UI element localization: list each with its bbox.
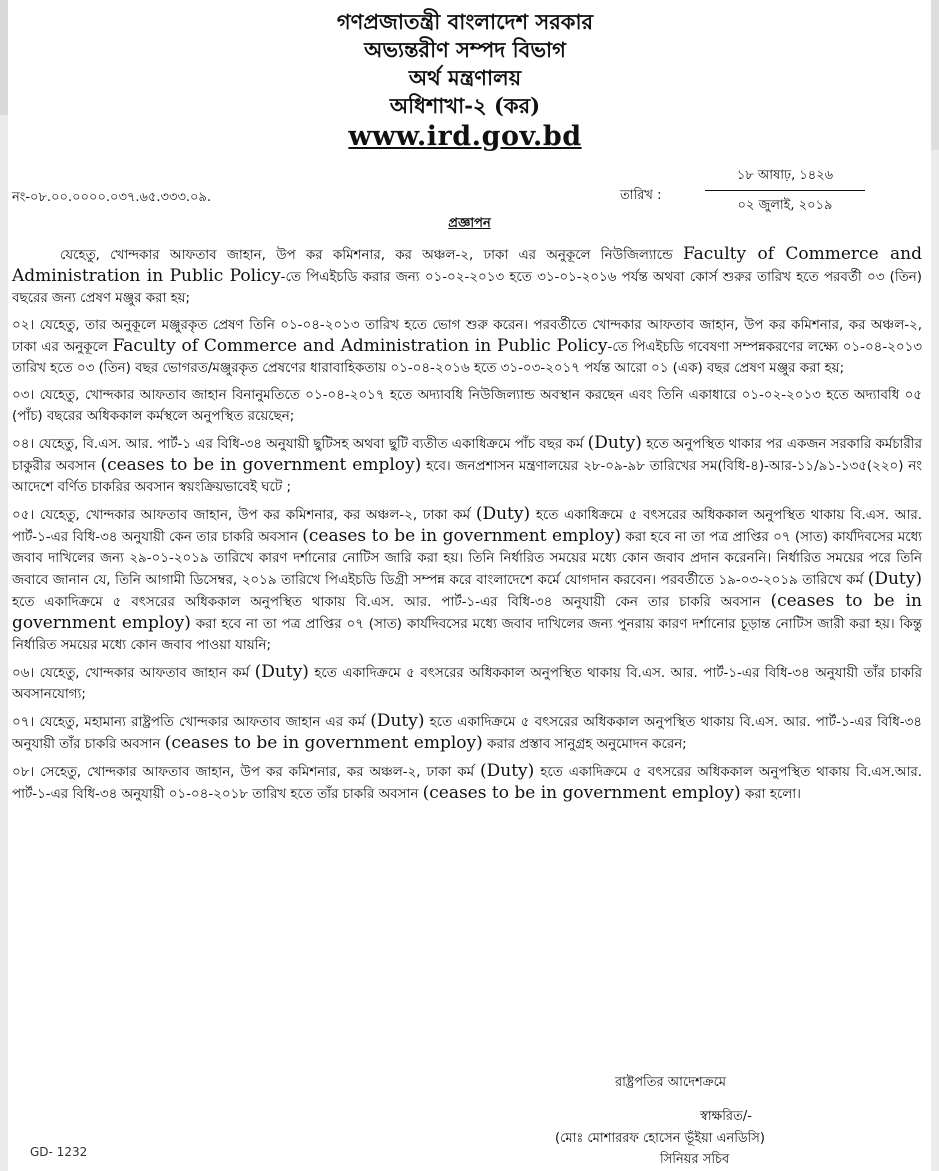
p4-text-c: হবে। জনপ্রশাসন মন্ত্রণালয়ের ২৮-০৯-৯৮ তারিখের সম(বিধি-৪)-আর-১১/৯১-১৩৫(২২০) নং আদেশে বর্ণিত চাকরির অবসান স্বয়ংক্রিয়ভাবেই ঘটে ; [12, 459, 923, 495]
paragraph-4 [12, 433, 922, 498]
paragraph-3: ০৩। যেহেতু, খোন্দকার আফতাব জাহান বিনানুমতিতে ০১-০৪-২০১৭ হতে অদ্যাবধি নিউজিল্যান্ড অবস্থান করছেন এবং তিনি একাধারে ০১-০২-২০১৩ হতে অদ্যাবধি ০৫ (পাঁচ) বছরের অধিককাল কর্মস্থলে অনুপস্থিত রয়েছেন; [12, 388, 922, 424]
p6-english: (Duty) [254, 662, 309, 682]
p6-text-b: হতে একাদিক্রমে ৫ বৎসরের অধিককাল অনুপস্থিত থাকায় বি.এস. আর. পার্ট-১-এর বিধি-৩৪ অনুযায়ী তাঁর চাকরি অবসানযোগ্য; [12, 666, 922, 702]
p1-text-a: যেহেতু, খোন্দকার আফতাব জাহান, উপ কর কমিশনার, কর অঞ্চল-২, ঢাকা এর অনুকূলে নিউজিল্যান্ডে [60, 248, 683, 263]
paragraph-1 [12, 244, 922, 309]
p4-english-1: (Duty) [587, 433, 642, 453]
p8-text-a: ০৮। সেহেতু, খোন্দকার আফতাব জাহান, উপ কর কমিশনার, কর অঞ্চল-২, ঢাকা কর্ম [12, 765, 481, 780]
p8-text-b: হতে একাদিক্রমে ৫ বৎসরের অধিককাল অনুপস্থিত থাকায় বি.এস.আর. পার্ট-১-এর বিধি-৩৪ অনুযায়ী ০১-০৪-২০১৮ তারিখ হতে তাঁর চাকরি অবসান [12, 765, 922, 802]
p5-text-a: ০৫। যেহেতু, খোন্দকার আফতাব জাহান, উপ কর কমিশনার, কর অঞ্চল-২, ঢাকা কর্ম [12, 508, 476, 523]
p5-text-e: করা হবে না তা পত্র প্রাপ্তির ০৭ (সাত) কার্যদিবসের মধ্যে জবাব দাখিলের জন্য পুনরায় কারণ দর্শানোর চূড়ান্ত নোটিস জারী করা হয়। কিন্তু নির্ধারিত সময়ের মধ্যে কোন জবাব পাওয়া যায়নি; [12, 617, 922, 653]
p7-english-1: (Duty) [370, 711, 425, 731]
memo-number: নং-০৮.০০.০০০০.০৩৭.৬৫.৩৩৩.০৯. [12, 190, 212, 205]
p8-english-2: (ceases to be in government employ) [422, 783, 741, 803]
date-english: ০২ জুলাই, ২০১৯ [737, 198, 833, 213]
p7-text-b: হতে একাদিক্রমে ৫ বৎসরের অধিককাল অনুপস্থিত থাকায় বি.এস. আর. পার্ট-১-এর বিধি-৩৪ অনুযায়ী তাঁর চাকরি অবসান [12, 715, 922, 752]
p7-text-a: ০৭। যেহেতু, মহামান্য রাষ্ট্রপতি খোন্দকার আফতাব জাহান এর কর্ম [12, 715, 371, 730]
header-division: অভ্যন্তরীণ সম্পদ বিভাগ [364, 37, 566, 62]
p7-english-2: (ceases to be in government employ) [164, 733, 483, 753]
paragraph-6 [12, 662, 922, 705]
footer-code: GD- 1232 [30, 1145, 88, 1159]
p2-text-b: -তে পিএইচডি গবেষণা সম্পন্নকরণের লক্ষ্যে ০১-০৪-২০১৩ তারিখ হতে ০৩ (তিন) বছর ভোগরত/মঞ্জুরকৃত প্রেষণের ধারাবাহিকতায় ০১-০৪-২০১৬ হতে ৩১-০৩-২০১৭ পর্যন্ত আরো ০১ (এক) বছর প্রেষণ মঞ্জুর করা হয়; [12, 340, 922, 376]
p2-english: Faculty of Commerce and Administration in Public Policy [112, 336, 608, 356]
p8-english-1: (Duty) [480, 761, 535, 781]
p8-text-c: করা হলো। [740, 787, 801, 802]
p4-text-b: হতে অনুপস্থিত থাকার পর একজন সরকারি কর্মচারীর চাকুরীর অবসান [12, 437, 922, 474]
date-block [705, 166, 865, 217]
p1-english: Faculty of Commerce and Administration in Public Policy [12, 244, 922, 286]
header-government: গণপ্রজাতন্ত্রী বাংলাদেশ সরকার [336, 9, 594, 34]
p5-english-3: (Duty) [867, 569, 922, 589]
header-branch: অধিশাখা-২ (কর) [389, 93, 541, 118]
paragraph-2 [12, 315, 922, 379]
p5-text-b: হতে একাধিক্রমে ৫ বৎসরের অধিককাল অনুপস্থিত থাকায় বি.এস. আর. পার্ট-১-এর বিধি-৩৪ অনুযায়ী কেন তার চাকরি অবসান [12, 508, 922, 545]
order-by: রাষ্ট্রপতির আদেশক্রমে [615, 1075, 727, 1090]
p5-english-1: (Duty) [475, 504, 531, 524]
signer-designation: সিনিয়র সচিব [660, 1152, 730, 1167]
paragraph-8 [12, 761, 922, 805]
paragraph-5 [12, 504, 922, 656]
document-title: প্রজ্ঞাপন [448, 216, 491, 231]
p5-english-4: (ceases to be in government employ) [12, 591, 923, 633]
date-bangla: ১৮ আষাঢ়, ১৪২৬ [705, 166, 865, 191]
p2-text-a: ০২। যেহেতু, তার অনুকূলে মঞ্জুরকৃত প্রেষণ তিনি ০১-০৪-২০১৩ তারিখ হতে ভোগ শুরু করেন। পরবর্তীতে খোন্দকার আফতাব জাহান, উপ কর কমিশনার, কর অঞ্চল-২, ঢাকা এর অনুকূলে [12, 318, 922, 355]
p5-text-d: হতে একাদিক্রমে ৫ বৎসরের অধিককাল অনুপস্থিত থাকায় বি.এস. আর. পার্ট-১-এর বিধি-৩৪ অনুযায়ী কেন তার চাকরি অবসান [12, 595, 771, 610]
paragraph-7 [12, 711, 922, 755]
p5-text-c: করা হবে না তা পত্র প্রাপ্তির ০৭ (সাত) কার্যদিবসের মধ্যে জবাব দাখিলের জন্য ২৯-০১-২০১৯ তারিখে কারণ দর্শানোর নোটিস জারি করা হয়। তিনি নির্ধারিত সময়ের মধ্যে কোন জবাব প্রদান করেননি। নির্ধারিত সময়ের পরে তিনি জবাবে জানান যে, তিনি আগামী ডিসেম্বর, ২০১৯ তারিখে পিএইচডি ডিগ্রী সম্পন্ন করে বাংলাদেশে কর্মে যোগদান করবেন। পরবর্তীতে ১৯-০৩-২০১৯ তারিখে কর্ম [12, 530, 922, 588]
signed-mark: স্বাক্ষরিত/- [700, 1109, 752, 1124]
document-body [12, 244, 922, 811]
p6-text-a: ০৬। যেহেতু, খোন্দকার আফতাব জাহান কর্ম [12, 666, 255, 681]
website-link[interactable]: www.ird.gov.bd [348, 121, 582, 152]
p1-text-b: -তে পিএইচডি করার জন্য ০১-০২-২০১৩ হতে ৩১-০১-২০১৬ পর্যন্ত অথবা কোর্স শুরুর তারিখ হতে পরবর্তী ০৩ (তিন) বছরের জন্য প্রেষণ মঞ্জুর করা হয়; [12, 270, 922, 306]
p7-text-c: করার প্রস্তাব সানুগ্রহ অনুমোদন করেন; [482, 737, 687, 752]
date-label: তারিখ : [620, 188, 662, 203]
p4-text-a: ০৪। যেহেতু, বি.এস. আর. পার্ট-১ এর বিধি-৩৪ অনুযায়ী ছুটিসহ অথবা ছুটি ব্যতীত একাধিক্রমে পাঁচ বছর কর্ম [12, 437, 588, 452]
header-ministry: অর্থ মন্ত্রণালয় [408, 65, 522, 90]
signer-name: (মোঃ মোশাররফ হোসেন ভূঁইয়া এনডিসি) [555, 1131, 765, 1146]
p4-english-2: (ceases to be in government employ) [100, 455, 422, 475]
p5-english-2: (ceases to be in government employ) [302, 526, 622, 546]
letterhead [253, 8, 677, 158]
